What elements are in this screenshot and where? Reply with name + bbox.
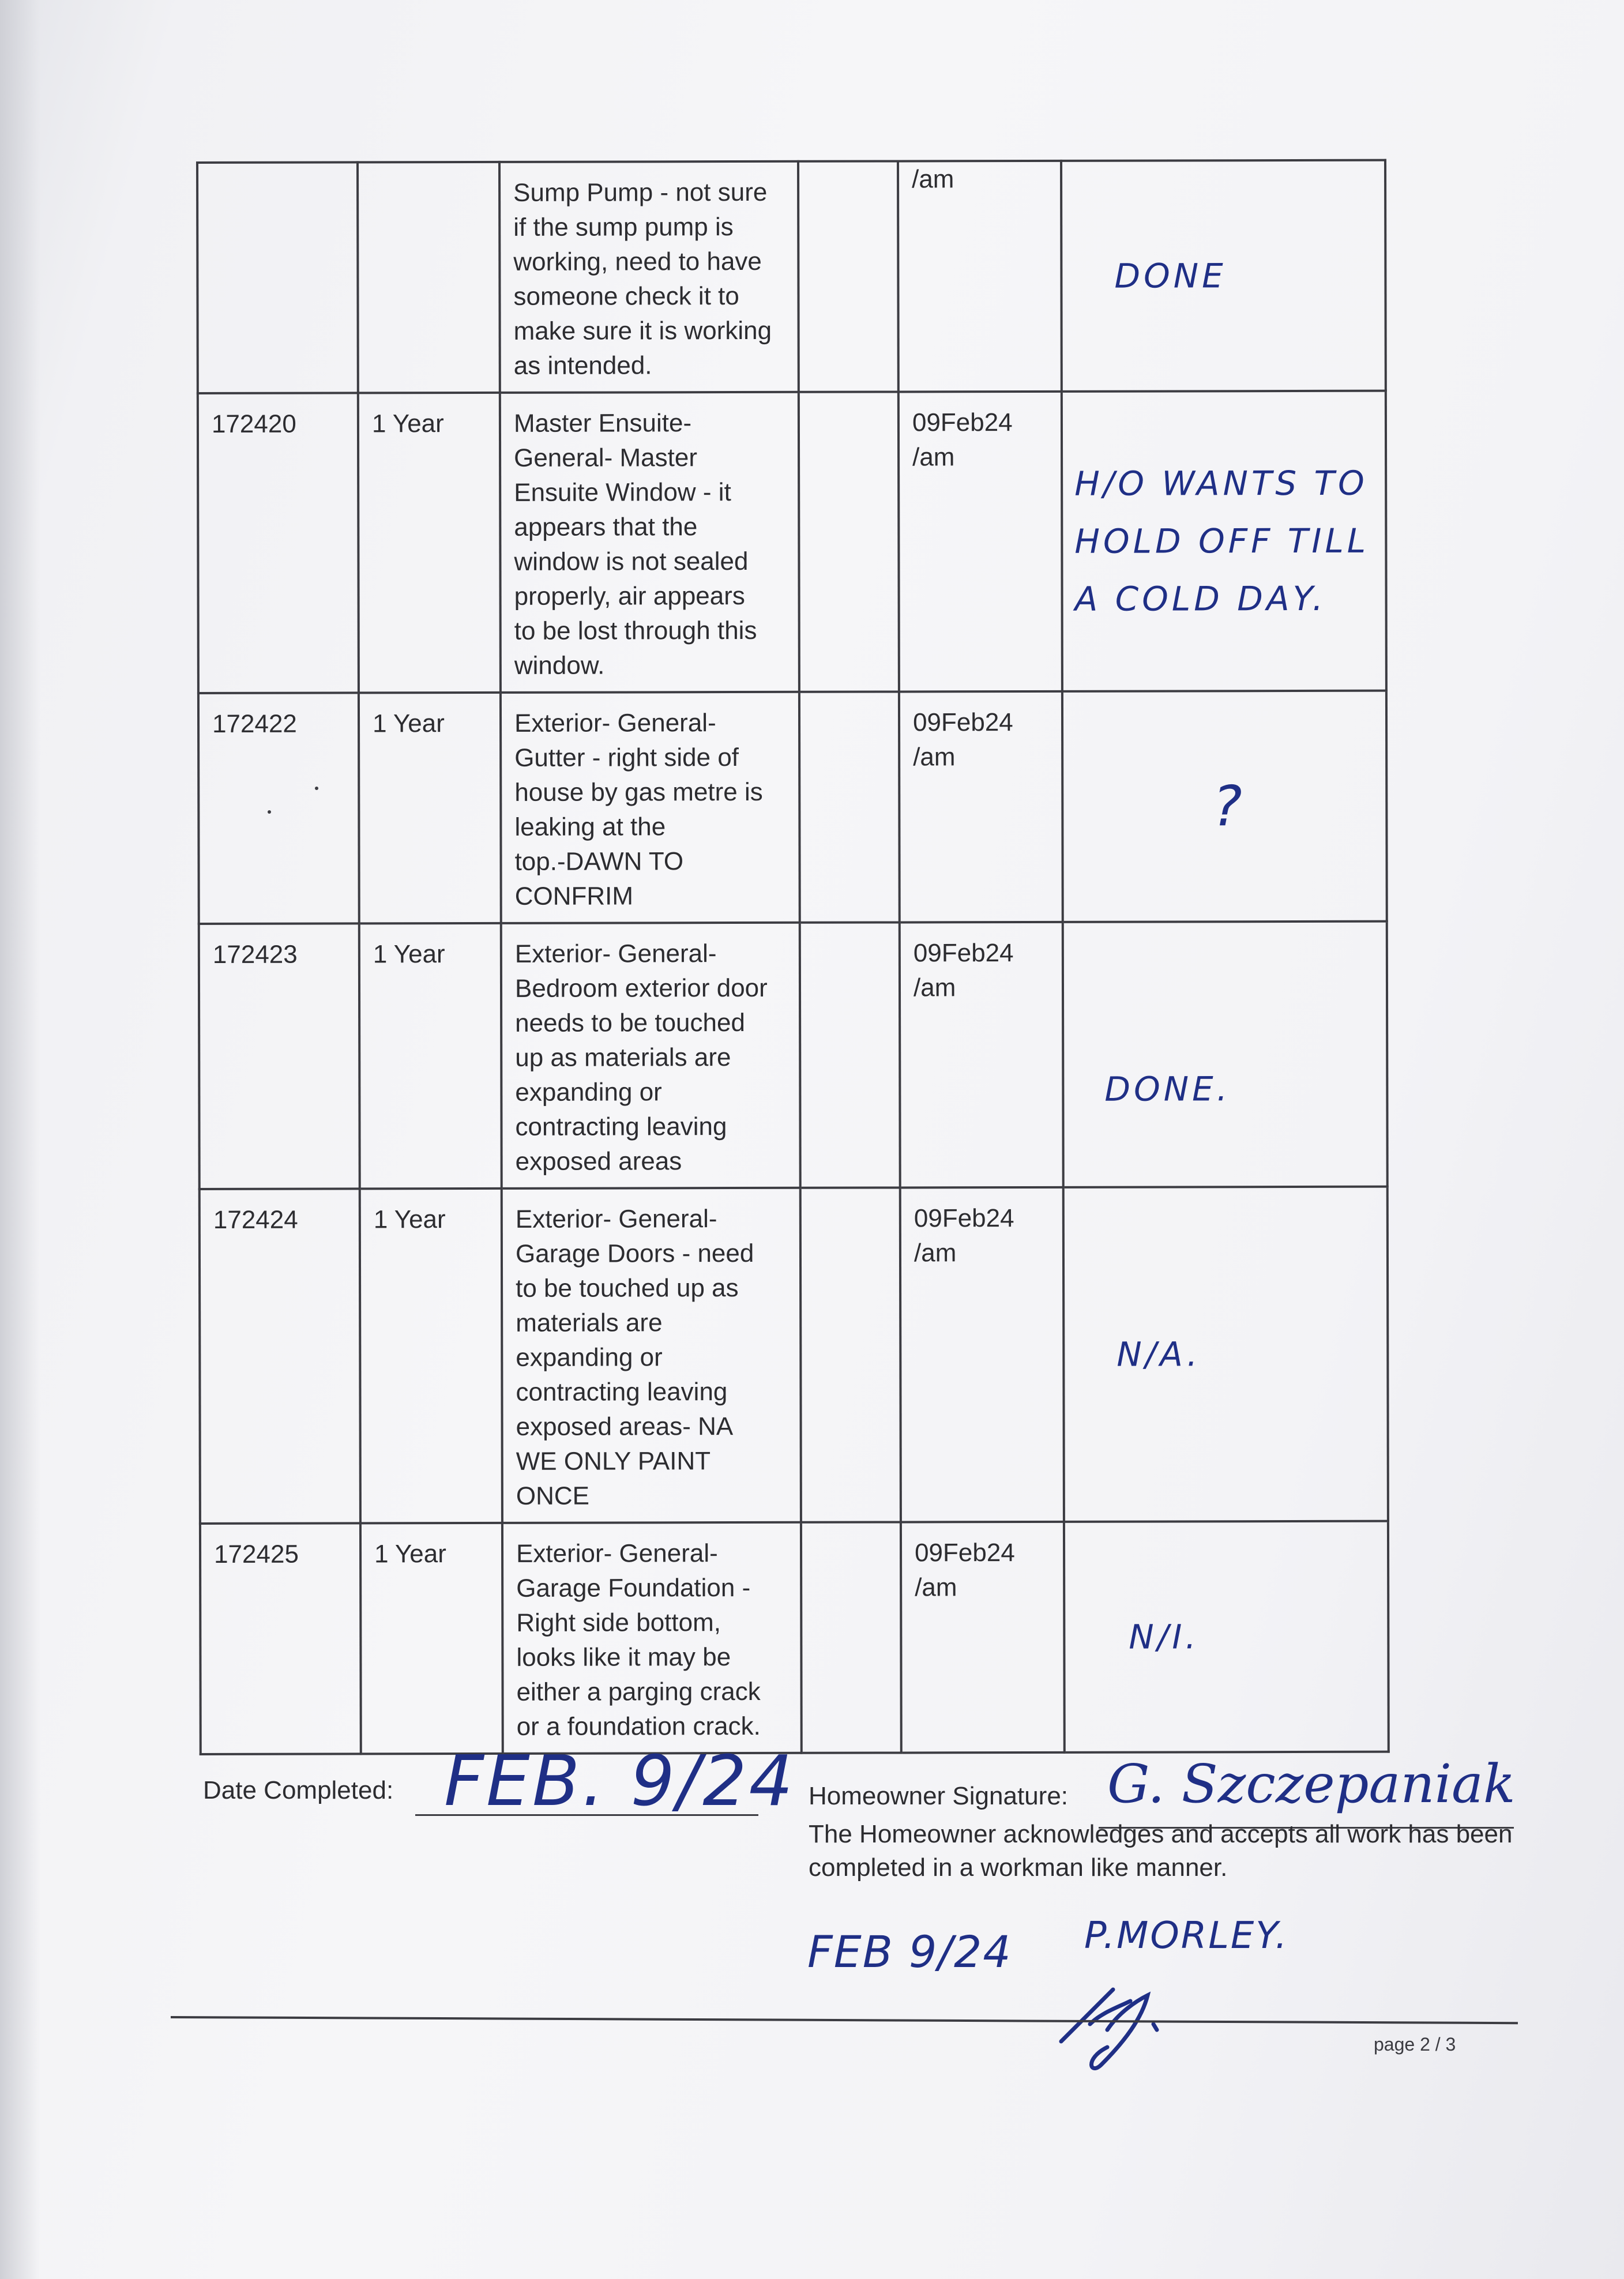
blank-cell — [801, 1522, 901, 1753]
date-cell — [898, 161, 1062, 392]
blank-cell — [799, 392, 899, 691]
handwritten-status: N/A. — [1116, 1334, 1201, 1374]
initials-scribble — [1050, 1978, 1200, 2082]
description-line: contracting leaving — [515, 1112, 727, 1141]
description-line: Garage Foundation - — [516, 1573, 751, 1603]
description-cell — [502, 1188, 801, 1523]
date-line: /am — [913, 743, 956, 772]
status-cell — [1062, 391, 1386, 691]
stray-mark — [268, 810, 271, 814]
blank-cell — [800, 1187, 901, 1522]
description-line: Sump Pump - not sure — [513, 178, 768, 207]
description-line: Exterior- General- — [514, 709, 716, 738]
description-line: Exterior- General- — [515, 1205, 717, 1233]
description-line: ONCE — [516, 1481, 590, 1510]
handwritten-date-completed: FEB. 9/24 — [444, 1742, 795, 1822]
item-id-cell: 172425 — [200, 1523, 361, 1754]
status-cell — [1063, 1187, 1388, 1522]
table-row — [197, 160, 1386, 393]
handwritten-status: N/I. — [1129, 1617, 1200, 1657]
item-id-cell: 172423 — [199, 923, 360, 1189]
date-line: 09Feb24 — [913, 1204, 1014, 1233]
description-cell — [501, 923, 800, 1189]
blank-cell — [800, 922, 900, 1187]
description-line: working, need to have — [513, 247, 762, 276]
table-row — [198, 691, 1387, 924]
date-line: /am — [912, 443, 955, 472]
item-id-cell — [197, 162, 358, 393]
description-line: Right side bottom, — [516, 1608, 721, 1637]
status-cell — [1062, 691, 1387, 922]
description-line: window. — [514, 651, 605, 680]
date-cell — [900, 1187, 1064, 1522]
date-line: /am — [912, 165, 954, 194]
table-row — [198, 391, 1386, 693]
date-line: 09Feb24 — [913, 939, 1014, 968]
warranty-cell — [358, 162, 500, 393]
description-cell — [499, 161, 799, 393]
work-items-table — [196, 159, 1390, 1755]
warranty-cell: 1 Year — [358, 393, 501, 693]
table-row — [199, 922, 1388, 1189]
description-line: appears that the — [514, 513, 698, 541]
description-line: as intended. — [513, 351, 652, 380]
item-id-cell: 172422 — [198, 693, 359, 924]
description-cell — [501, 692, 800, 923]
description-line: house by gas metre is — [514, 777, 763, 807]
homeowner-signature-label: Homeowner Signature: — [809, 1782, 1069, 1810]
description-line: if the sump pump is — [513, 213, 734, 242]
handwritten-date: FEB 9/24 — [807, 1926, 1012, 1977]
stray-mark — [315, 787, 318, 790]
warranty-cell: 1 Year — [359, 923, 502, 1189]
warranty-cell: 1 Year — [360, 1523, 503, 1754]
date-line: 09Feb24 — [912, 708, 1013, 737]
description-line: Ensuite Window - it — [514, 478, 731, 507]
description-line: Bedroom exterior door — [514, 973, 768, 1003]
description-line: Gutter - right side of — [514, 743, 739, 772]
table-row — [200, 1521, 1389, 1754]
bottom-rule — [171, 2016, 1518, 2024]
description-line: up as materials are — [515, 1043, 731, 1072]
page-shadow-edge — [0, 0, 40, 2279]
date-line: 09Feb24 — [912, 408, 1013, 437]
date-cell — [901, 1522, 1065, 1753]
description-line: properly, air appears — [514, 582, 745, 611]
description-line: expanding or — [515, 1078, 662, 1107]
description-line: needs to be touched — [515, 1009, 745, 1037]
status-cell — [1064, 1521, 1389, 1753]
warranty-cell: 1 Year — [359, 693, 501, 924]
item-id-cell: 172424 — [200, 1189, 360, 1524]
handwritten-name: P.MORLEY. — [1084, 1915, 1289, 1957]
blank-cell — [799, 691, 900, 922]
description-line: materials are — [516, 1308, 663, 1337]
date-cell — [900, 922, 1063, 1188]
description-line: top.-DAWN TO — [514, 847, 684, 876]
description-line: or a foundation crack. — [516, 1712, 761, 1741]
description-line: expanding or — [516, 1343, 663, 1372]
description-line: to be lost through this — [514, 616, 757, 645]
homeowner-signature: G. Szczepaniak — [1107, 1753, 1516, 1815]
description-line: either a parging crack — [516, 1677, 761, 1706]
date-line: 09Feb24 — [915, 1539, 1015, 1567]
handwritten-status: DONE. — [1104, 1069, 1231, 1109]
description-line: exposed areas- NA — [516, 1412, 734, 1441]
description-line: Exterior- General- — [514, 939, 717, 968]
description-line: Master Ensuite- — [513, 409, 692, 438]
description-line: leaking at the — [514, 813, 666, 841]
handwritten-status: ? — [1212, 774, 1242, 839]
description-line: Exterior- General- — [516, 1539, 718, 1568]
date-line: /am — [913, 1239, 957, 1268]
handwritten-status: H/O WANTS TO HOLD OFF TILL A COLD DAY. — [1074, 463, 1370, 619]
acknowledgement-text: The Homeowner acknowledges and accepts all work has been completed in a workman like manner. — [809, 1820, 1513, 1882]
date-line: /am — [913, 973, 956, 1002]
page-number: page 2 / 3 — [1374, 2034, 1456, 2055]
item-id-cell: 172420 — [198, 393, 359, 693]
description-line: Garage Doors - need — [515, 1239, 754, 1268]
description-line: make sure it is working — [513, 316, 772, 345]
date-cell — [899, 392, 1062, 692]
description-line: General- Master — [514, 443, 698, 472]
warranty-cell: 1 Year — [360, 1189, 502, 1524]
date-completed-label: Date Completed: — [203, 1776, 394, 1804]
blank-cell — [798, 161, 899, 392]
description-line: contracting leaving — [516, 1378, 728, 1406]
table-row — [200, 1187, 1388, 1524]
description-line: exposed areas — [515, 1147, 682, 1176]
description-line: looks like it may be — [516, 1643, 731, 1672]
status-cell — [1063, 922, 1388, 1187]
description-line: to be touched up as — [516, 1274, 739, 1303]
date-cell — [899, 691, 1063, 923]
description-line: window is not sealed — [514, 547, 749, 576]
description-line: WE ONLY PAINT — [516, 1447, 711, 1476]
description-cell — [500, 392, 799, 693]
handwritten-status: DONE — [1114, 256, 1227, 296]
description-line: CONFRIM — [514, 882, 634, 911]
status-cell — [1061, 160, 1386, 392]
description-line: someone check it to — [513, 282, 739, 311]
date-line: /am — [915, 1573, 957, 1602]
description-cell — [502, 1522, 802, 1754]
